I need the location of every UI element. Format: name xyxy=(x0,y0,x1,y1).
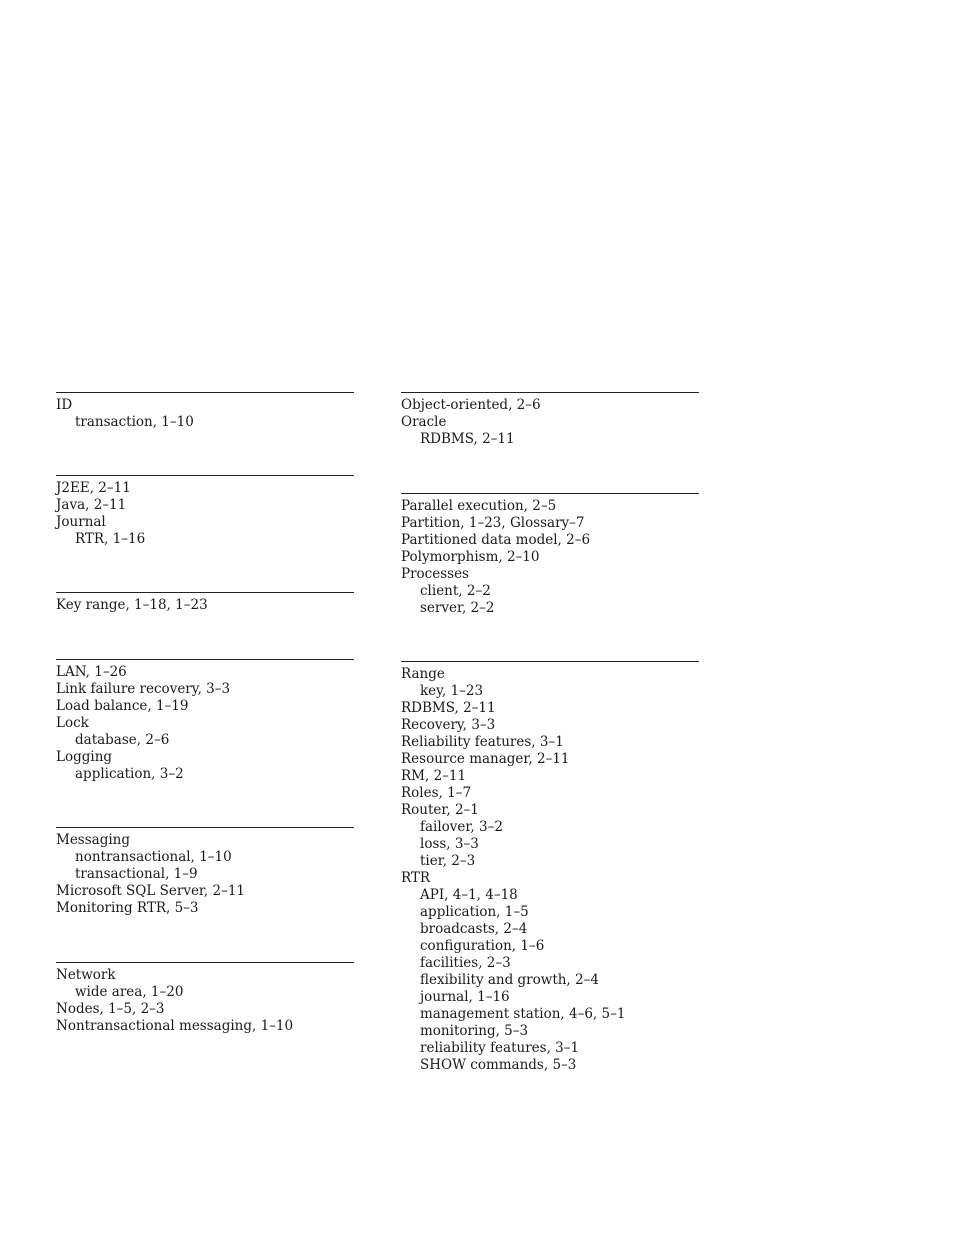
index-entry: Load balance, 1–19 xyxy=(56,698,189,714)
index-subentry: journal, 1–16 xyxy=(420,989,510,1005)
index-subentry: SHOW commands, 5–3 xyxy=(420,1057,577,1073)
index-entry: Nontransactional messaging, 1–10 xyxy=(56,1018,294,1034)
index-entry: ID xyxy=(56,397,73,413)
index-entry: Resource manager, 2–11 xyxy=(401,751,570,767)
index-entry: Nodes, 1–5, 2–3 xyxy=(56,1001,165,1017)
index-entry: Object-oriented, 2–6 xyxy=(401,397,541,413)
index-subentry: tier, 2–3 xyxy=(420,853,476,869)
index-section xyxy=(401,661,699,1074)
index-subentry: server, 2–2 xyxy=(420,600,495,616)
index-subentry: RTR, 1–16 xyxy=(75,531,146,547)
index-entry: RTR xyxy=(401,870,431,886)
index-section xyxy=(56,827,354,917)
index-section xyxy=(56,659,354,783)
index-section xyxy=(56,592,354,614)
index-subentry: loss, 3–3 xyxy=(420,836,479,852)
index-subentry: transaction, 1–10 xyxy=(75,414,194,430)
index-subentry: application, 1–5 xyxy=(420,904,529,920)
index-subentry: transactional, 1–9 xyxy=(75,866,198,882)
index-entry: Processes xyxy=(401,566,469,582)
index-subentry: broadcasts, 2–4 xyxy=(420,921,528,937)
index-subentry: client, 2–2 xyxy=(420,583,491,599)
index-entry: Monitoring RTR, 5–3 xyxy=(56,900,199,916)
index-entry: Polymorphism, 2–10 xyxy=(401,549,540,565)
index-entry: Roles, 1–7 xyxy=(401,785,472,801)
index-subentry: key, 1–23 xyxy=(420,683,484,699)
index-entry: Reliability features, 3–1 xyxy=(401,734,564,750)
index-entry: Recovery, 3–3 xyxy=(401,717,496,733)
index-subentry: API, 4–1, 4–18 xyxy=(420,887,518,903)
index-entry: J2EE, 2–11 xyxy=(56,480,131,496)
index-subentry: management station, 4–6, 5–1 xyxy=(420,1006,626,1022)
index-entry: Router, 2–1 xyxy=(401,802,479,818)
index-entry: Link failure recovery, 3–3 xyxy=(56,681,231,697)
index-entry: Lock xyxy=(56,715,89,731)
index-entry: Messaging xyxy=(56,832,131,848)
index-entry: RM, 2–11 xyxy=(401,768,467,784)
index-subentry: database, 2–6 xyxy=(75,732,170,748)
index-subentry: reliability features, 3–1 xyxy=(420,1040,580,1056)
index-section xyxy=(401,392,699,448)
index-entry: Partition, 1–23, Glossary–7 xyxy=(401,515,585,531)
index-entry: Microsoft SQL Server, 2–11 xyxy=(56,883,245,899)
index-subentry: RDBMS, 2–11 xyxy=(420,431,515,447)
index-entry: Parallel execution, 2–5 xyxy=(401,498,557,514)
index-entry: Oracle xyxy=(401,414,447,430)
index-subentry: nontransactional, 1–10 xyxy=(75,849,232,865)
index-subentry: flexibility and growth, 2–4 xyxy=(420,972,599,988)
index-entry: Java, 2–11 xyxy=(56,497,127,513)
index-subentry: wide area, 1–20 xyxy=(75,984,184,1000)
index-subentry: configuration, 1–6 xyxy=(420,938,545,954)
index-section xyxy=(401,493,699,617)
index-entry: LAN, 1–26 xyxy=(56,664,127,680)
index-subentry: application, 3–2 xyxy=(75,766,184,782)
index-entry: Journal xyxy=(56,514,106,530)
index-section xyxy=(56,392,354,431)
index-subentry: facilities, 2–3 xyxy=(420,955,511,971)
index-section xyxy=(56,962,354,1035)
index-subentry: monitoring, 5–3 xyxy=(420,1023,529,1039)
index-entry: Logging xyxy=(56,749,113,765)
index-entry: RDBMS, 2–11 xyxy=(401,700,496,716)
index-entry: Network xyxy=(56,967,116,983)
index-entry: Partitioned data model, 2–6 xyxy=(401,532,591,548)
index-subentry: failover, 3–2 xyxy=(420,819,503,835)
index-section xyxy=(56,475,354,548)
index-entry: Range xyxy=(401,666,445,682)
index-entry: Key range, 1–18, 1–23 xyxy=(56,597,208,613)
